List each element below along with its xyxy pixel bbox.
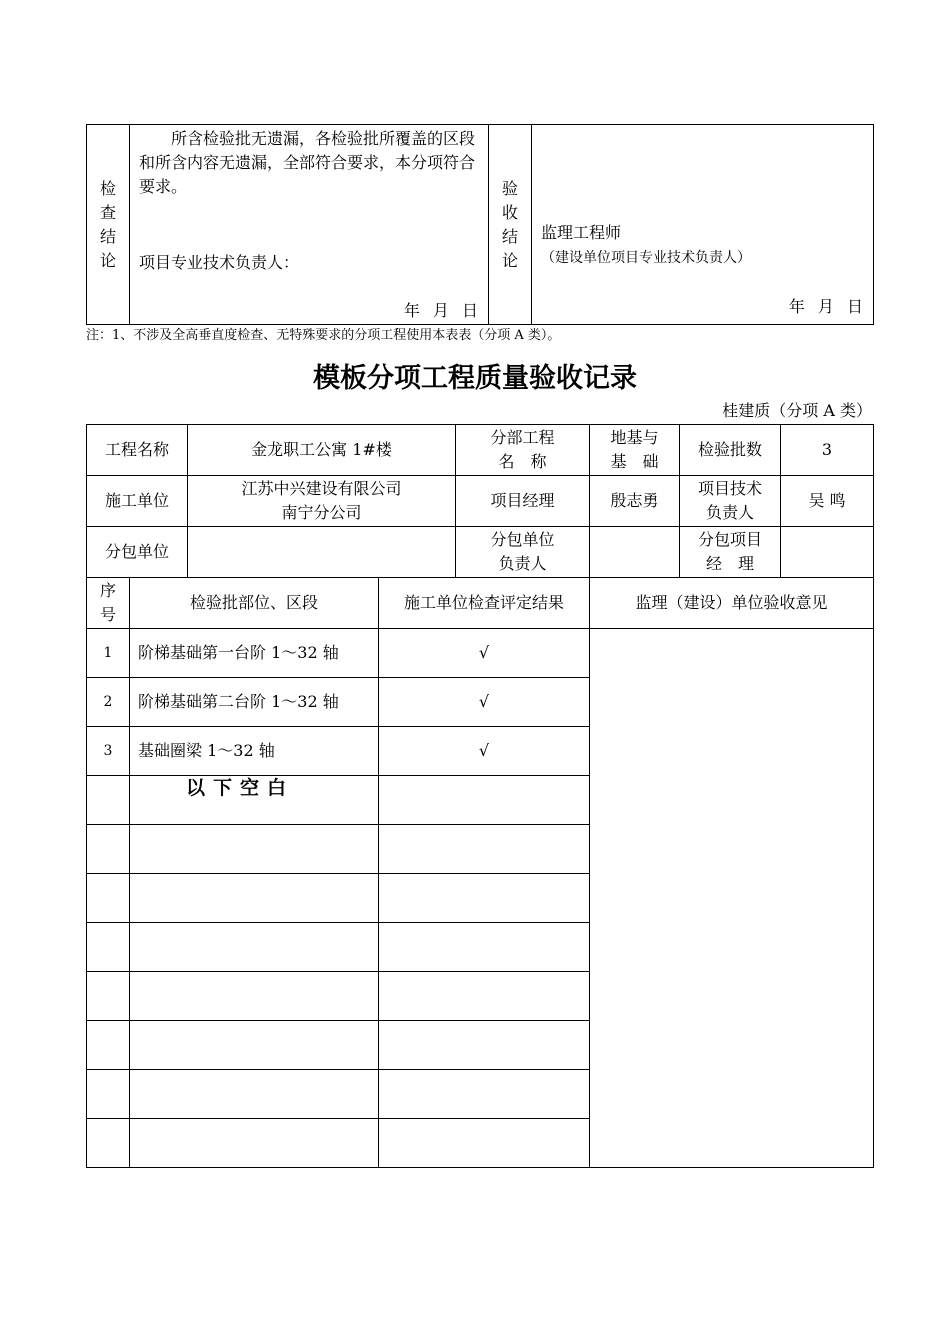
row-location [130, 1021, 379, 1070]
project-manager-label: 项目经理 [456, 476, 590, 527]
row-result [379, 874, 590, 923]
row-location: 阶梯基础第二台阶 1～32 轴 [130, 678, 379, 727]
row-location [130, 825, 379, 874]
row-no [87, 1070, 130, 1119]
sub-pm-value [781, 527, 874, 578]
row-result [379, 776, 590, 825]
table-row [87, 629, 874, 678]
row-location [130, 972, 379, 1021]
row-no: 3 [87, 727, 130, 776]
row-no [87, 874, 130, 923]
acceptance-date: 年 月 日 [788, 297, 863, 316]
check-conclusion-label: 检 查 结 论 [87, 125, 130, 325]
row-location [130, 1070, 379, 1119]
row-result [379, 1119, 590, 1168]
row-no [87, 776, 130, 825]
subcontractor-value [188, 527, 456, 578]
acceptance-conclusion-label: 验 收 结 论 [489, 125, 532, 325]
row-result [379, 972, 590, 1021]
row-no [87, 972, 130, 1021]
subdivision-label: 分部工程 名 称 [456, 425, 590, 476]
row-no: 1 [87, 629, 130, 678]
subcontractor-label: 分包单位 [87, 527, 188, 578]
row-location [130, 874, 379, 923]
row-location: 基础圈梁 1～32 轴 [130, 727, 379, 776]
project-manager-value: 殷志勇 [590, 476, 680, 527]
row-result: √ [379, 629, 590, 678]
batch-count-value: 3 [781, 425, 874, 476]
check-conclusion-cell [130, 125, 489, 325]
form-code: 桂建质（分项 A 类） [722, 401, 872, 420]
contractor-label: 施工单位 [87, 476, 188, 527]
sub-pm-label: 分包项目 经 理 [680, 527, 781, 578]
check-signer-label: 项目专业技术负责人： [139, 253, 300, 272]
contractor-value: 江苏中兴建设有限公司 南宁分公司 [188, 476, 456, 527]
row-result [379, 1021, 590, 1070]
row-no [87, 1119, 130, 1168]
check-conclusion-text: 所含检验批无遗漏，各检验批所覆盖的区段和所含内容无遗漏，全部符合要求，本分项符合要求。 [139, 129, 476, 196]
row-result [379, 1070, 590, 1119]
row-location [130, 776, 379, 825]
column-header-contractor-result: 施工单位检查评定结果 [379, 578, 590, 629]
project-name-label: 工程名称 [87, 425, 188, 476]
page-title: 模板分项工程质量验收记录 [313, 363, 637, 394]
acceptance-conclusion-cell [532, 125, 874, 325]
row-location [130, 923, 379, 972]
row-no: 2 [87, 678, 130, 727]
sub-lead-value [590, 527, 680, 578]
supervisor-opinion-area [590, 629, 874, 1168]
row-no [87, 923, 130, 972]
row-location: 阶梯基础第一台阶 1～32 轴 [130, 629, 379, 678]
row-no [87, 1021, 130, 1070]
column-header-location: 检验批部位、区段 [130, 578, 379, 629]
footnote: 注：1、不涉及全高垂直度检查、无特殊要求的分项工程使用本表表（分项 A 类）。 [86, 328, 561, 343]
row-result: √ [379, 678, 590, 727]
column-header-supervisor-opinion: 监理（建设）单位验收意见 [590, 578, 874, 629]
blank-mark: 以下空白 [186, 777, 295, 799]
sub-lead-label: 分包单位 负责人 [456, 527, 590, 578]
check-date: 年 月 日 [403, 301, 478, 320]
supervisor-signer-note: （建设单位项目专业技术负责人） [541, 250, 751, 266]
supervisor-signer-label: 监理工程师 [541, 223, 622, 242]
tech-lead-value: 吴 鸣 [781, 476, 874, 527]
row-location [130, 1119, 379, 1168]
project-name-value: 金龙职工公寓 1#楼 [188, 425, 456, 476]
tech-lead-label: 项目技术 负责人 [680, 476, 781, 527]
batch-count-label: 检验批数 [680, 425, 781, 476]
row-result [379, 923, 590, 972]
row-result [379, 825, 590, 874]
subdivision-value: 地基与 基 础 [590, 425, 680, 476]
conclusion-table [86, 124, 874, 325]
row-result: √ [379, 727, 590, 776]
column-header-no: 序 号 [87, 578, 130, 629]
record-table [86, 424, 874, 1168]
row-no [87, 825, 130, 874]
